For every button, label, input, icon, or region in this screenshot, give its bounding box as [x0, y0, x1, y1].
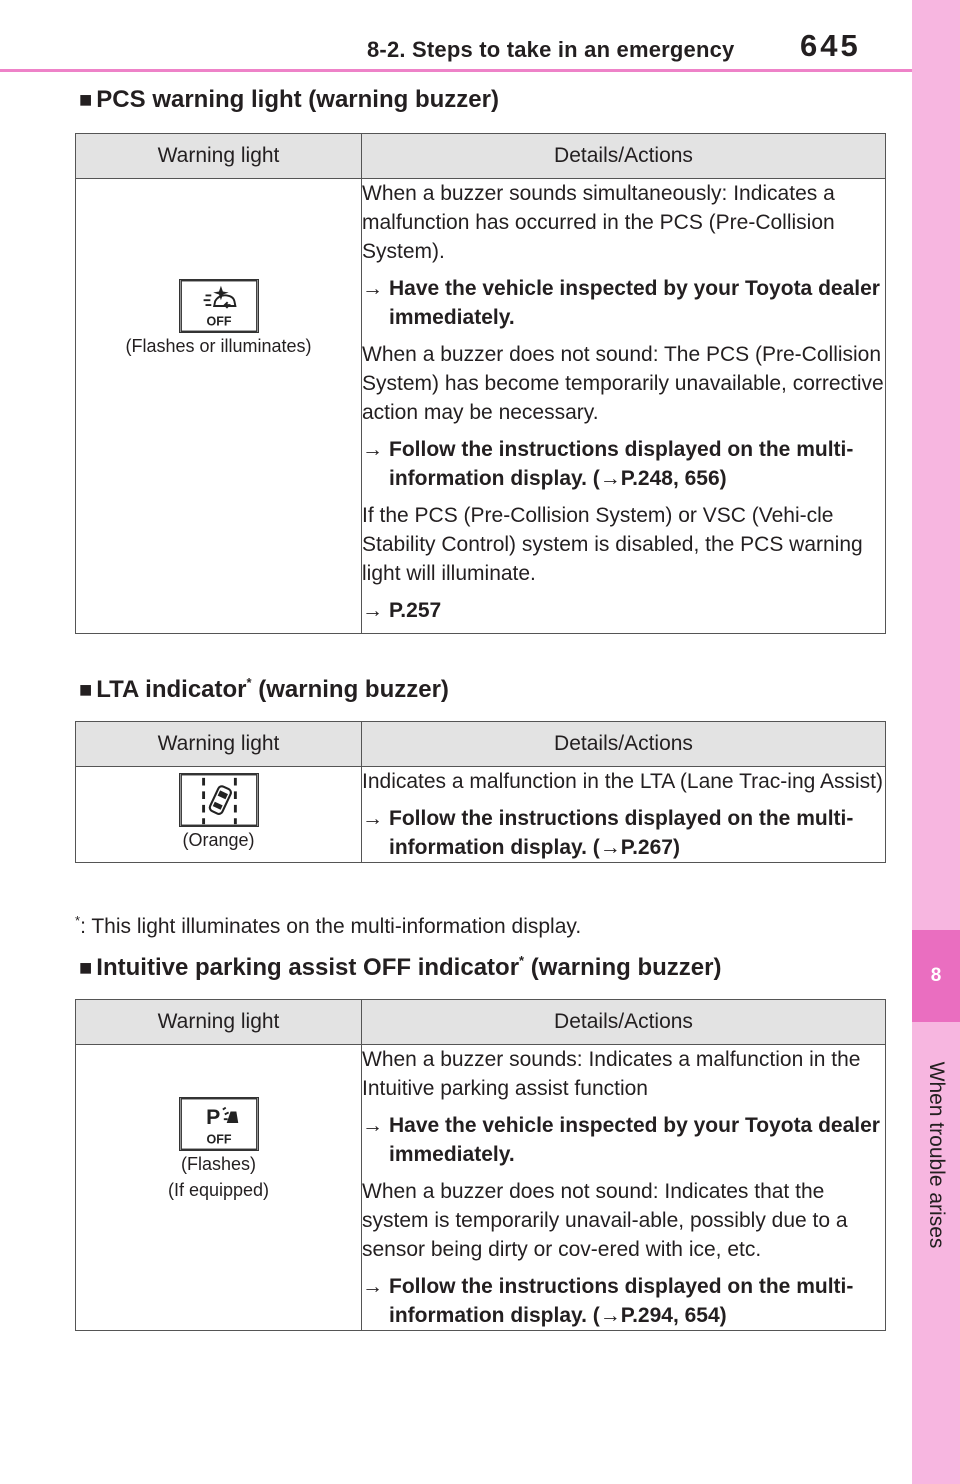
action-text: → Follow the instructions displayed on the multi-information display. (→P.294, 654) — [362, 1272, 885, 1330]
footnote-mark: * — [519, 953, 525, 968]
pcs-off-icon — [179, 279, 259, 333]
table-header-row — [76, 722, 886, 767]
arrow-icon: → — [362, 1275, 383, 1298]
arrow-icon: → — [362, 277, 383, 300]
detail-text: When a buzzer sounds: Indicates a malfunction in the Intuitive parking assist function — [362, 1048, 861, 1100]
warning-light-cell — [76, 179, 362, 634]
col-header-details: Details/Actions — [362, 722, 886, 767]
section-title-pcs: ■ PCS warning light (warning buzzer) — [79, 86, 499, 113]
svg-text:OFF: OFF — [206, 314, 231, 329]
chapter-number: 8 — [912, 930, 960, 1022]
detail-text: When a buzzer does not sound: Indicates that the system is temporarily unavail-able, possibly due to a sensor being dirty or cov-ered with ice, etc. — [362, 1180, 848, 1261]
action-text: → Have the vehicle inspected by your Toyota dealer immediately. — [362, 274, 885, 332]
table-header-row — [76, 1000, 886, 1045]
section-title-text: PCS warning light (warning buzzer) — [96, 86, 499, 113]
arrow-icon: → — [362, 807, 383, 830]
col-header-warning-light: Warning light — [76, 722, 362, 767]
col-header-details: Details/Actions — [362, 134, 886, 179]
col-header-warning-light: Warning light — [76, 134, 362, 179]
action-text: → Follow the instructions displayed on the multi-information display. (→P.267) — [362, 804, 885, 862]
pcs-warning-table — [75, 133, 886, 634]
warning-light-cell — [76, 1045, 362, 1331]
table-row — [76, 767, 886, 863]
page-number: 645 — [800, 28, 861, 63]
light-caption-equipped: (If equipped) — [167, 1180, 270, 1200]
svg-text:P: P — [205, 1106, 220, 1129]
action-text: → Have the vehicle inspected by your Toyota dealer immediately. — [362, 1111, 885, 1169]
footnote-text: : This light illuminates on the multi-information display. — [80, 915, 582, 938]
details-cell — [362, 767, 886, 863]
page-header — [0, 0, 912, 72]
section-title-parking-assist: ■ Intuitive parking assist OFF indicator* (warning buzzer) — [79, 953, 722, 981]
action-text: → P.257 — [362, 596, 885, 625]
footnote-mark: * — [246, 675, 252, 690]
section-title-lta: ■ LTA indicator* (warning buzzer) — [79, 675, 449, 703]
section-title-text: LTA indicator — [96, 676, 247, 703]
detail-text: If the PCS (Pre-Collision System) or VSC (Vehi-cle Stability Control) system is disabled, the PCS warning light will illuminate. — [362, 504, 863, 585]
arrow-icon: → — [362, 599, 383, 622]
action-text: → Follow the instructions displayed on the multi-information display. (→P.248, 656) — [362, 435, 885, 493]
col-header-warning-light: Warning light — [76, 1000, 362, 1045]
footnote-mark: * — [75, 913, 81, 928]
detail-text: Indicates a malfunction in the LTA (Lane Trac-ing Assist) — [362, 770, 883, 793]
header-title: 8-2. Steps to take in an emergency — [367, 37, 735, 62]
section-title-suffix: (warning buzzer) — [251, 676, 449, 703]
arrow-icon: → — [362, 1114, 383, 1137]
lta-icon — [179, 773, 259, 827]
table-header-row — [76, 134, 886, 179]
parking-assist-warning-table — [75, 999, 886, 1331]
warning-light-cell — [76, 767, 362, 863]
arrow-icon: → — [362, 438, 383, 461]
table-row — [76, 179, 886, 634]
parking-assist-off-icon — [179, 1097, 259, 1151]
side-tab — [912, 0, 960, 1484]
light-caption: (Flashes) — [180, 1154, 256, 1174]
section-title-suffix: (warning buzzer) — [524, 954, 722, 981]
detail-text: When a buzzer does not sound: The PCS (Pre-Collision System) has become temporarily unavailable, corrective action may be necessary. — [362, 343, 884, 424]
lta-warning-table — [75, 721, 886, 863]
details-cell — [362, 179, 886, 634]
svg-text:OFF: OFF — [206, 1132, 231, 1147]
details-cell — [362, 1045, 886, 1331]
table-row — [76, 1045, 886, 1331]
light-caption: (Orange) — [182, 830, 255, 850]
footnote — [75, 913, 581, 939]
col-header-details: Details/Actions — [362, 1000, 886, 1045]
detail-text: When a buzzer sounds simultaneously: Indicates a malfunction has occurred in the PCS (Pre-Collision System). — [362, 182, 835, 263]
chapter-title: When trouble arises — [925, 1061, 948, 1249]
light-caption: (Flashes or illuminates) — [125, 336, 312, 356]
section-title-text: Intuitive parking assist OFF indicator — [96, 954, 520, 981]
